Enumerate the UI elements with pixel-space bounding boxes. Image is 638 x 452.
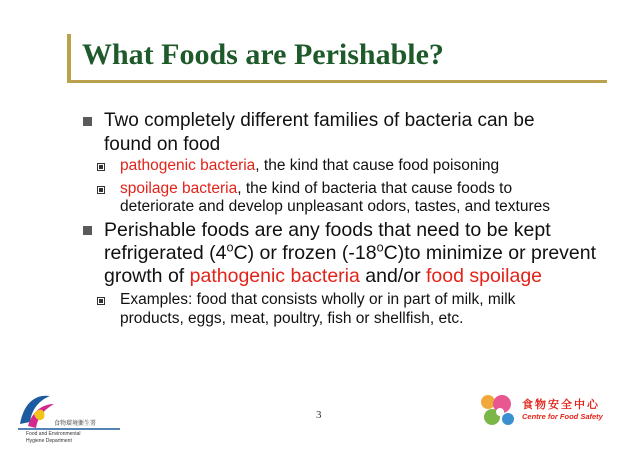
sub-bullet-examples-line-2: products, eggs, meat, poultry, fish or shellfish, etc. [120,310,464,327]
cfs-emblem-icon [478,392,518,428]
cfs-logo-english: Centre for Food Safety [522,412,603,421]
cfs-logo-chinese: 食物安全中心 [522,399,600,411]
bullet-1-line-2: found on food [104,134,221,155]
title-accent-bar [67,34,71,80]
fehd-logo-english-2: Hygiene Department [26,438,72,444]
sub-bullet-marker [97,163,105,171]
bullet-1-line-1: Two completely different families of bacteria can be [104,110,535,131]
bullet-2-line-2 [104,242,596,265]
degree-superscript: o [376,240,384,255]
sub-bullet-marker [97,186,105,194]
sub-bullet-examples: Examples: food that consists wholly or in part of milk, milk [120,291,516,308]
text-fragment: and/or [359,265,426,287]
bullet-2-line-1: Perishable foods are any foods that need to be kept [104,219,551,241]
degree-superscript: o [226,240,234,255]
spoilage-bacteria-term: spoilage bacteria [120,180,238,197]
page-number: 3 [316,409,322,421]
sub-bullet-spoilage-line-2: deteriorate and develop unpleasant odors, tastes, and textures [120,198,550,215]
slide-title: What Foods are Perishable? [82,38,444,71]
bullet-marker [83,226,92,235]
sub-bullet-pathogenic [120,157,499,175]
sub-bullet-marker [97,297,105,305]
text-fragment: growth of [104,265,190,287]
bullet-2-line-3 [104,265,542,288]
sub-bullet-text: , the kind of bacteria that cause foods to [237,180,513,197]
pathogenic-bacteria-term: pathogenic bacteria [189,265,360,287]
sub-bullet-text: , the kind that cause food poisoning [255,157,500,174]
sub-bullet-spoilage [120,180,512,198]
text-fragment: refrigerated (4 [104,242,227,264]
text-fragment: C)to minimize or prevent [383,242,597,264]
title-underline [67,80,607,83]
bullet-marker [83,117,92,126]
fehd-logo-chinese: 食物環境衞生署 [54,421,97,427]
fehd-logo [14,388,124,446]
food-spoilage-term: food spoilage [426,265,543,287]
text-fragment: C) or frozen (-18 [233,242,377,264]
pathogenic-bacteria-term: pathogenic bacteria [120,157,256,174]
fehd-logo-english-1: Food and Environmental [26,431,81,437]
cfs-logo [478,392,628,430]
